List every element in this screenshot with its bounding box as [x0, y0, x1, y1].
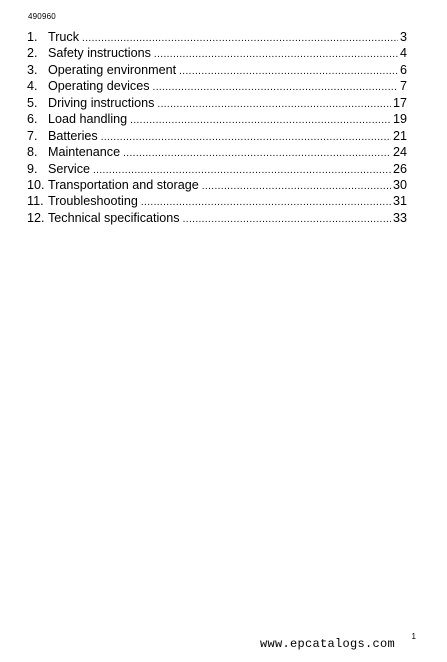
- toc-entry-title: Troubleshooting: [48, 194, 138, 209]
- toc-entry-number: 6.: [27, 112, 38, 127]
- toc-entry-page: 7: [399, 79, 407, 94]
- toc-entry-maintenance[interactable]: [27, 144, 407, 160]
- toc-entry-page: 33: [392, 210, 407, 225]
- toc-entry-title: Maintenance: [48, 145, 121, 160]
- toc-dot-leader: [179, 64, 398, 80]
- toc-dot-leader: [153, 80, 398, 96]
- toc-entry-title: Transportation and storage: [48, 177, 199, 192]
- toc-entry-title: Batteries: [48, 128, 98, 143]
- toc-entry-title: Service: [48, 161, 90, 176]
- toc-entry-number: 11.: [27, 194, 44, 209]
- toc-entry-page: 31: [392, 194, 407, 209]
- toc-entry-page: 19: [392, 112, 407, 127]
- toc-entry-batteries[interactable]: [27, 128, 407, 144]
- toc-dot-leader: [202, 179, 391, 195]
- toc-dot-leader: [101, 130, 391, 146]
- page-number: 1: [411, 632, 416, 641]
- toc-entry-number: 3.: [27, 62, 38, 77]
- toc-entry-number: 9.: [27, 161, 38, 176]
- toc-dot-leader: [183, 212, 391, 228]
- toc-entry-truck[interactable]: [27, 29, 407, 45]
- toc-entry-technical-specifications[interactable]: [27, 210, 407, 226]
- toc-entry-page: 4: [399, 46, 407, 61]
- toc-entry-service[interactable]: [27, 161, 407, 177]
- toc-entry-safety-instructions[interactable]: [27, 45, 407, 61]
- toc-entry-title: Driving instructions: [48, 95, 155, 110]
- toc-entry-page: 3: [399, 30, 407, 44]
- toc-entry-page: 6: [399, 62, 407, 77]
- toc-entry-number: 4.: [27, 79, 38, 94]
- toc-entry-page: 21: [392, 128, 407, 143]
- toc-entry-load-handling[interactable]: [27, 111, 407, 127]
- toc-entry-page: 24: [392, 145, 407, 160]
- toc-entry-page: 30: [392, 177, 407, 192]
- toc-dot-leader: [157, 97, 391, 113]
- toc-entry-operating-devices[interactable]: [27, 78, 407, 94]
- toc-entry-number: 12.: [27, 210, 45, 225]
- document-id: 490960: [28, 12, 56, 21]
- toc-entry-number: 5.: [27, 95, 38, 110]
- toc-entry-number: 1.: [27, 30, 38, 44]
- toc-entry-number: 2.: [27, 46, 38, 61]
- footer-watermark-url: www.epcatalogs.com: [259, 637, 395, 651]
- toc-entry-title: Operating devices: [48, 79, 150, 94]
- toc-entry-page: 26: [392, 161, 407, 176]
- table-of-contents: [27, 29, 407, 226]
- toc-dot-leader: [154, 47, 398, 63]
- toc-entry-title: Operating environment: [48, 62, 177, 77]
- toc-entry-transportation-and-storage[interactable]: [27, 177, 407, 193]
- toc-entry-title: Truck: [48, 30, 80, 44]
- toc-entry-troubleshooting[interactable]: [27, 193, 407, 209]
- toc-dot-leader: [130, 113, 391, 129]
- toc-entry-title: Technical specifications: [48, 210, 180, 225]
- toc-entry-driving-instructions[interactable]: [27, 95, 407, 111]
- toc-entry-title: Load handling: [48, 112, 128, 127]
- toc-entry-page: 17: [392, 95, 407, 110]
- toc-entry-number: 7.: [27, 128, 38, 143]
- toc-entry-operating-environment[interactable]: [27, 62, 407, 78]
- toc-entry-number: 10.: [27, 177, 45, 192]
- toc-dot-leader: [123, 146, 391, 162]
- toc-entry-number: 8.: [27, 145, 38, 160]
- toc-entry-title: Safety instructions: [48, 46, 151, 61]
